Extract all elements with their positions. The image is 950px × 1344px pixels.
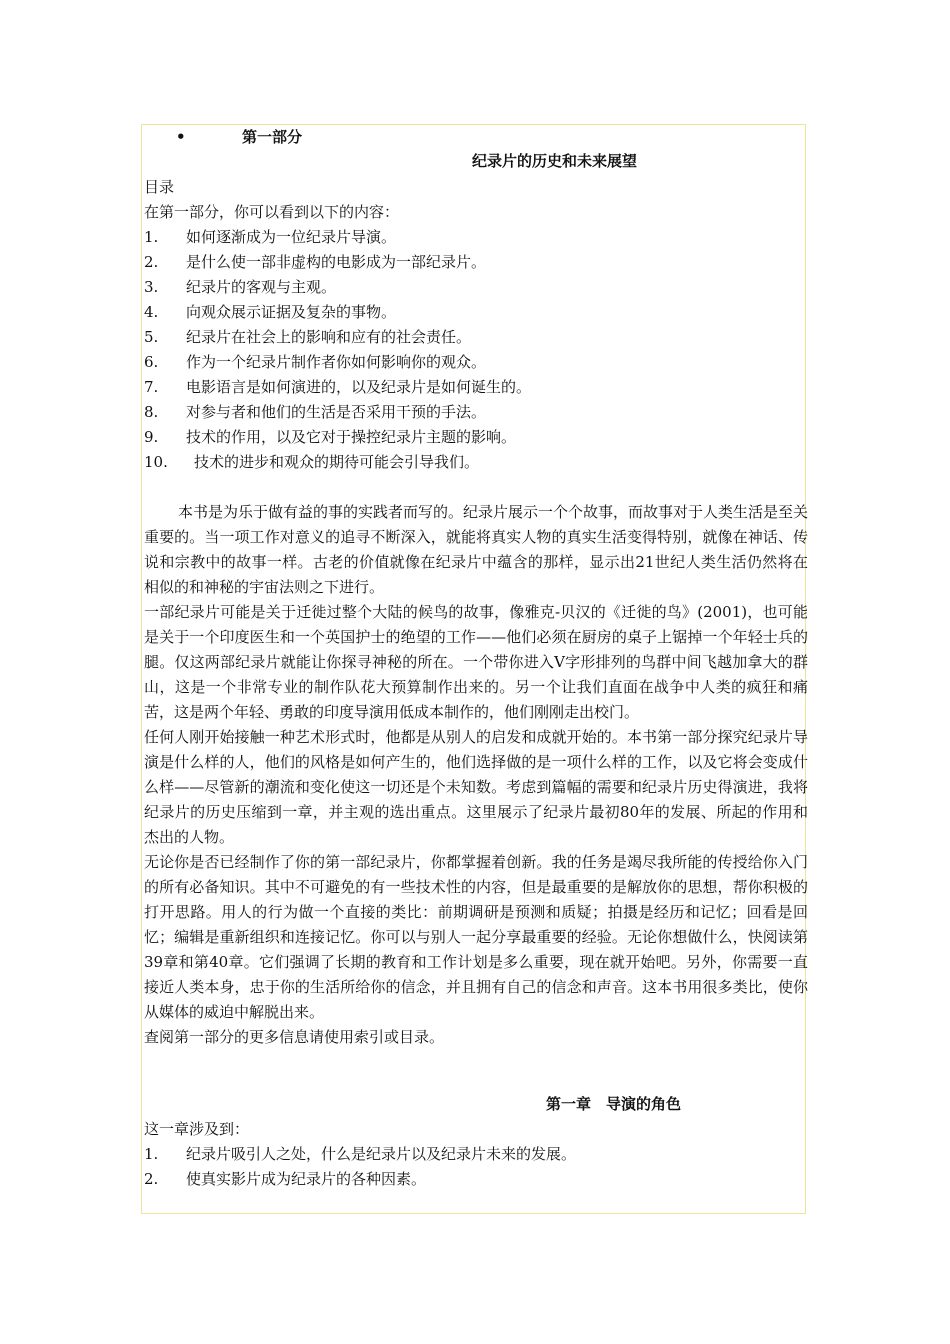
part-label: 第一部分 [242,128,303,146]
list-item-text: 对参与者和他们的生活是否采用干预的手法。 [186,403,487,421]
document-body [144,126,808,1192]
list-item [144,325,808,350]
part-title: 纪录片的历史和未来展望 [472,152,638,170]
list-item [144,450,808,475]
body-paragraph: 一部纪录片可能是关于迁徙过整个大陆的候鸟的故事，像雅克-贝汉的《迁徙的鸟》(2001)，也可能是关于一个印度医生和一个英国护士的绝望的工作——他们必须在厨房的桌子上锯掉一个年轻士兵的腿。仅这两部纪录片就能让你探寻神秘的所在。一个带你进入V字形排列的鸟群中间飞越加拿大的群山，这是一个非常专业的制作队花大预算制作出来的。另一个让我们直面在战争中人类的疯狂和痛苦，这是两个年轻、勇敢的印度导演用低成本制作的，他们刚刚走出校门。 [144,603,808,721]
list-item [144,1142,808,1167]
body-paragraph: 本书是为乐于做有益的事的实践者而写的。纪录片展示一个个故事，而故事对于人类生活是至关重要的。当一项工作对意义的追寻不断深入，就能将真实人物的真实生活变得特别，就像在神话、传说和宗教中的故事一样。古老的价值就像在纪录片中蕴含的那样，显示出21世纪人类生活仍然将在相似的和神秘的宇宙法则之下进行。 [144,503,809,596]
list-item-text: 是什么使一部非虚构的电影成为一部纪录片。 [186,253,487,271]
part-heading [144,126,808,148]
list-item-number: 8. [144,403,159,421]
list-item-text: 纪录片吸引人之处，什么是纪录片以及纪录片未来的发展。 [186,1145,577,1163]
list-item-number: 10. [144,453,168,471]
list-item [144,375,808,400]
intro-text: 在第一部分，你可以看到以下的内容： [144,203,400,221]
list-item [144,1167,808,1192]
chapter-intro: 这一章涉及到： [144,1120,250,1138]
list-item-number: 2. [144,253,159,271]
list-item-text: 作为一个纪录片制作者你如何影响你的观众。 [186,353,487,371]
body-paragraph: 任何人刚开始接触一种艺术形式时，他都是从别人的启发和成就开始的。本书第一部分探究纪录片导演是什么样的人，他们的风格是如何产生的，他们选择做的是一项什么样的工作，以及它将会变成什么样——尽管新的潮流和变化使这一切还是个未知数。考虑到篇幅的需要和纪录片历史得演进，我将纪录片的历史压缩到一章，并主观的选出重点。这里展示了纪录片最初80年的发展、所起的作用和杰出的人物。 [144,728,808,846]
list-item-number: 3. [144,278,159,296]
list-item [144,425,808,450]
list-item-number: 6. [144,353,159,371]
list-item-text: 使真实影片成为纪录片的各种因素。 [186,1170,427,1188]
list-item [144,300,808,325]
chapter-title: 第一章 导演的角色 [546,1095,682,1113]
list-item-number: 4. [144,303,159,321]
list-item-number: 1. [144,1145,159,1163]
list-item [144,250,808,275]
list-item [144,225,808,250]
list-item-text: 电影语言是如何演进的，以及纪录片是如何诞生的。 [186,378,532,396]
list-item-text: 向观众展示证据及复杂的事物。 [186,303,397,321]
body-paragraph: 无论你是否已经制作了你的第一部纪录片，你都掌握着创新。我的任务是竭尽我所能的传授给你入门的所有必备知识。其中不可避免的有一些技术性的内容，但是最重要的是解放你的思想，帮你积极的打开思路。用人的行为做一个直接的类比：前期调研是预测和质疑；拍摄是经历和记忆；回看是回忆；编辑是重新组织和连接记忆。你可以与别人一起分享最重要的经验。无论你想做什么，快阅读第39章和第40章。它们强调了长期的教育和工作计划是多么重要，现在就开始吧。另外，你需要一直接近人类本身，忠于你的生活所给你的信念，并且拥有自己的信念和声音。这本书用很多类比，使你从媒体的威迫中解脱出来。 [144,853,808,1021]
list-item-text: 技术的作用，以及它对于操控纪录片主题的影响。 [186,428,517,446]
list-item-number: 2. [144,1170,159,1188]
blank-line [144,475,808,500]
list-item-number: 1. [144,228,159,246]
blank-line [144,1050,808,1092]
list-item-text: 技术的进步和观众的期待可能会引导我们。 [194,453,480,471]
body-paragraph: 查阅第一部分的更多信息请使用索引或目录。 [144,1028,445,1046]
list-item [144,275,808,300]
toc-label: 目录 [144,178,175,196]
list-item [144,400,808,425]
list-item-text: 纪录片的客观与主观。 [186,278,337,296]
list-item [144,350,808,375]
list-item-text: 纪录片在社会上的影响和应有的社会责任。 [186,328,472,346]
list-item-number: 9. [144,428,159,446]
bullet-icon: • [176,128,186,146]
list-item-number: 7. [144,378,159,396]
list-item-number: 5. [144,328,159,346]
list-item-text: 如何逐渐成为一位纪录片导演。 [186,228,397,246]
